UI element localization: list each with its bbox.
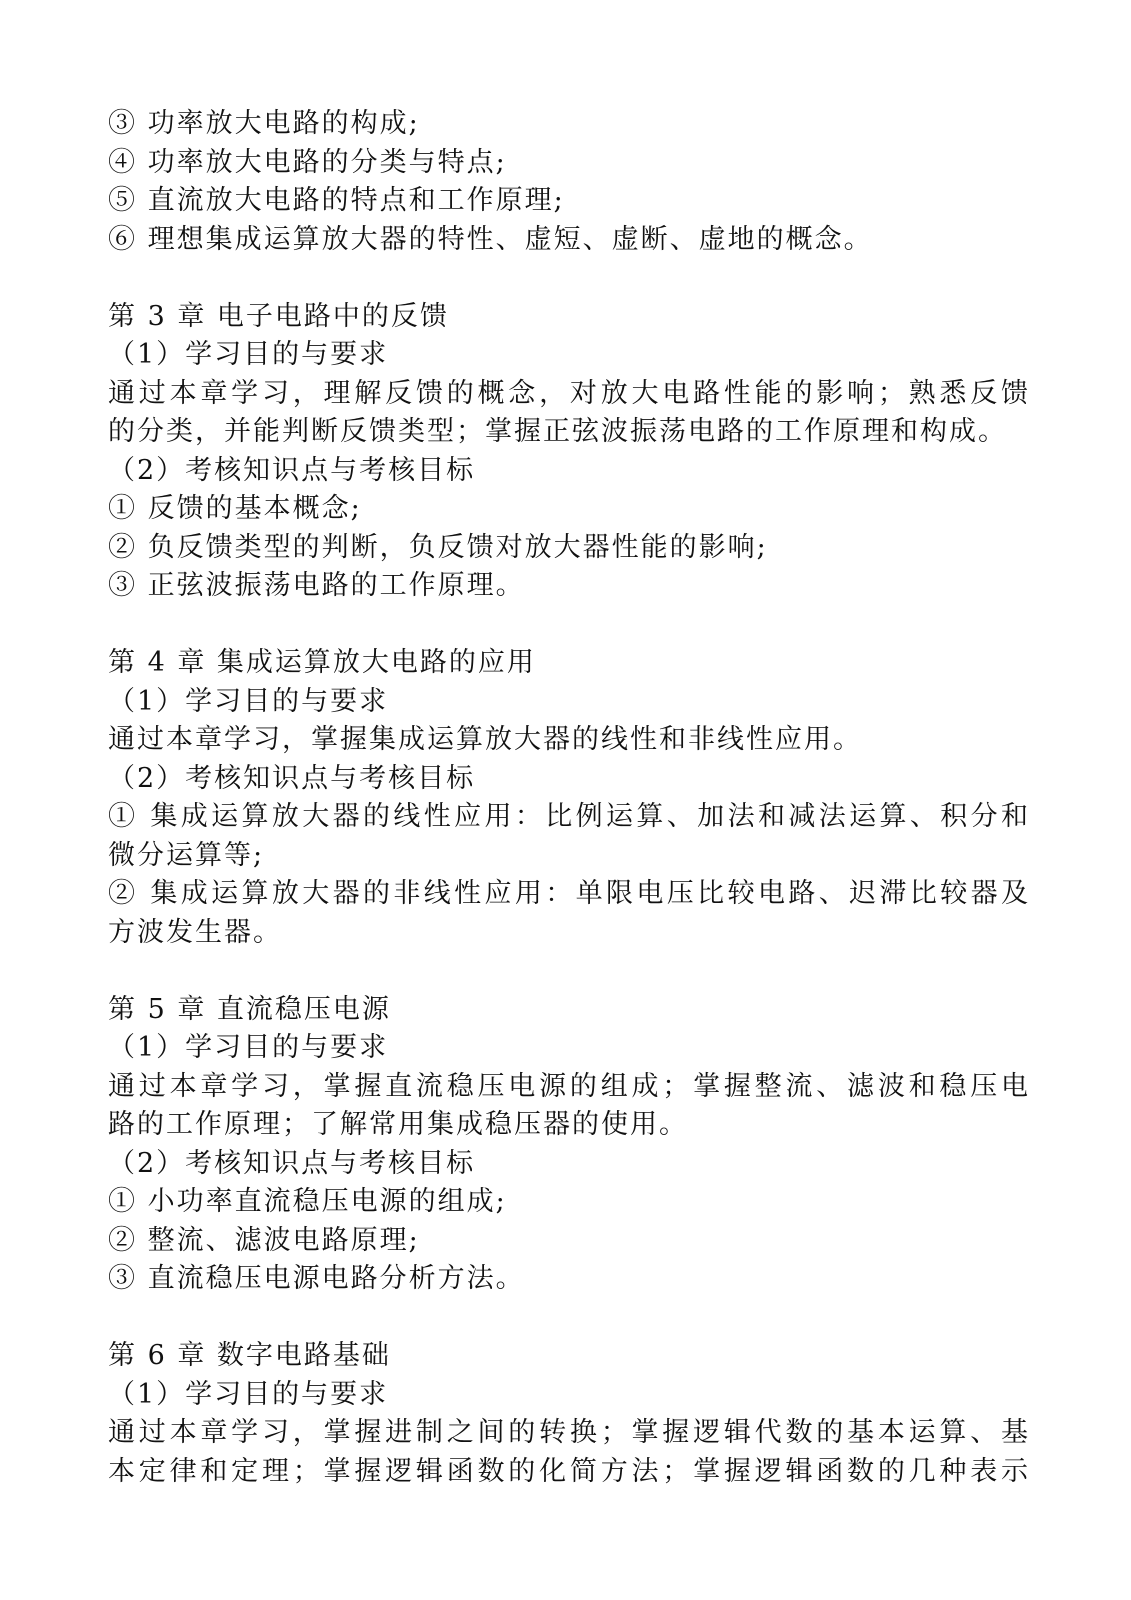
chapter-heading: 第 4 章 集成运算放大电路的应用 — [108, 647, 536, 678]
section-heading: （1）学习目的与要求 — [108, 685, 389, 717]
text-line: ④ 功率放大电路的分类与特点; — [108, 146, 507, 178]
text-line: 本定律和定理；掌握逻辑函数的化简方法；掌握逻辑函数的几种表示 — [108, 1455, 1028, 1487]
paragraph-gap — [108, 606, 1028, 645]
text-line: ① 小功率直流稳压电源的组成; — [108, 1186, 507, 1217]
text-line: 路的工作原理；了解常用集成稳压器的使用。 — [108, 1109, 688, 1140]
text-line: 方波发生器。 — [108, 916, 282, 948]
section-heading: （1）学习目的与要求 — [108, 1032, 389, 1063]
text-line: 的分类，并能判断反馈类型；掌握正弦波振荡电路的工作原理和构成。 — [108, 416, 1007, 447]
text-line: ② 集成运算放大器的非线性应用：单限电压比较电路、迟滞比较器及 — [108, 878, 1028, 909]
text-line: ③ 正弦波振荡电路的工作原理。 — [108, 570, 525, 601]
chapter-heading: 第 5 章 直流稳压电源 — [108, 993, 391, 1025]
chapter-heading: 第 6 章 数字电路基础 — [108, 1340, 391, 1371]
document-page — [108, 105, 1028, 1491]
paragraph-gap — [108, 259, 1028, 298]
text-line: 通过本章学习，理解反馈的概念，对放大电路性能的影响；熟悉反馈 — [108, 377, 1028, 409]
text-line: ⑥ 理想集成运算放大器的特性、虚短、虚断、虚地的概念。 — [108, 223, 873, 255]
text-line: 通过本章学习，掌握进制之间的转换；掌握逻辑代数的基本运算、基 — [108, 1417, 1028, 1448]
text-line: ③ 直流稳压电源电路分析方法。 — [108, 1263, 525, 1294]
section-heading: （2）考核知识点与考核目标 — [108, 454, 476, 486]
section-heading: （1）学习目的与要求 — [108, 1378, 389, 1410]
text-line: ① 集成运算放大器的线性应用：比例运算、加法和减法运算、积分和 — [108, 801, 1028, 832]
text-line: ② 整流、滤波电路原理; — [108, 1224, 420, 1256]
paragraph-gap — [108, 1299, 1028, 1338]
paragraph-gap — [108, 952, 1028, 991]
text-line: 通过本章学习，掌握集成运算放大器的线性和非线性应用。 — [108, 724, 862, 755]
section-heading: （1）学习目的与要求 — [108, 339, 389, 370]
text-line: ⑤ 直流放大电路的特点和工作原理; — [108, 185, 565, 216]
text-line: ① 反馈的基本概念; — [108, 493, 362, 524]
section-heading: （2）考核知识点与考核目标 — [108, 1147, 476, 1179]
text-line: ③ 功率放大电路的构成; — [108, 108, 420, 139]
text-line: 通过本章学习，掌握直流稳压电源的组成；掌握整流、滤波和稳压电 — [108, 1070, 1028, 1102]
section-heading: （2）考核知识点与考核目标 — [108, 762, 476, 794]
text-line: 微分运算等; — [108, 839, 265, 871]
text-line: ② 负反馈类型的判断，负反馈对放大器性能的影响; — [108, 531, 768, 563]
chapter-heading: 第 3 章 电子电路中的反馈 — [108, 300, 449, 332]
